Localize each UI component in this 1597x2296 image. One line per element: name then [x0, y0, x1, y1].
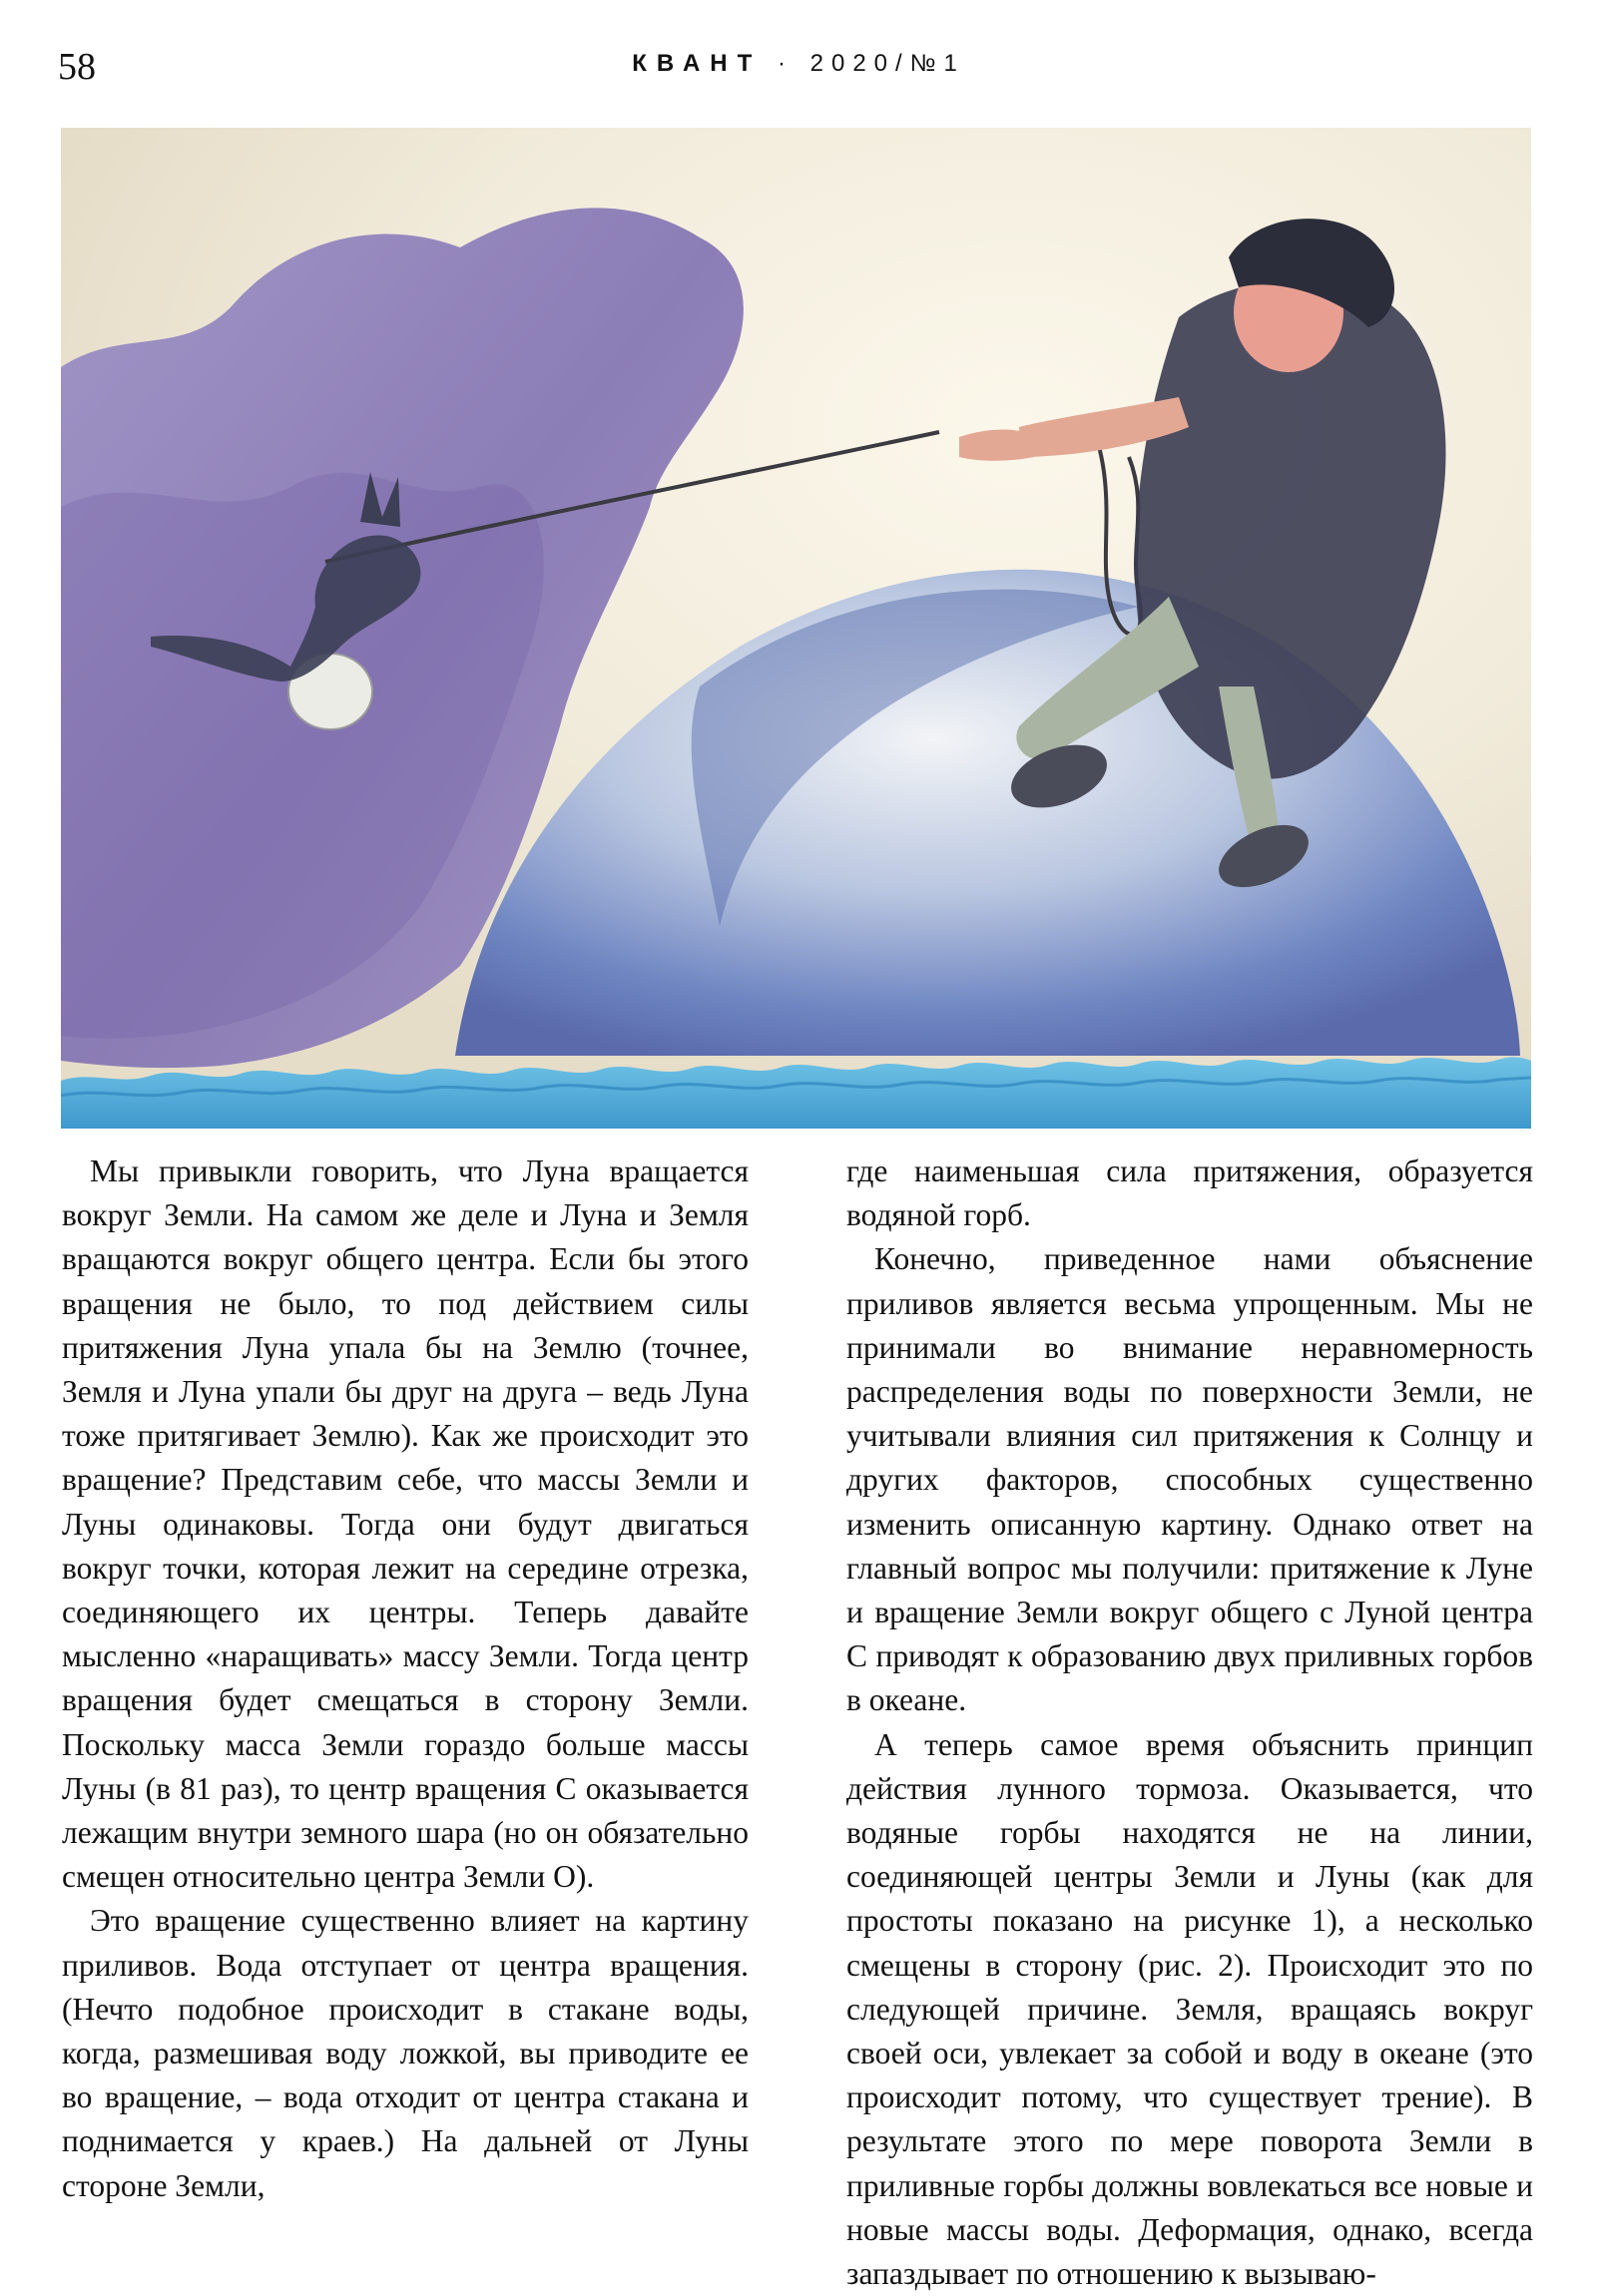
page-number: 58: [58, 46, 96, 88]
paragraph: Конечно, приведенное нами объяснение приливов является весьма упрощенным. Мы не принимали во внимание неравномерность распределения воды по поверхности Земли, не учитывали влияния сил притяжения к Солнцу и других факторов, способных существенно изменить описанную картину. Однако ответ на главный вопрос мы получили: притяжение к Луне и вращение Земли вокруг общего с Луной центра C приводят к образованию двух приливных горбов в океане.: [846, 1241, 1533, 1718]
running-head: [0, 52, 1597, 76]
text-column-right: [846, 1149, 1533, 2296]
paragraph: Мы привыкли говорить, что Луна вращается вокруг Земли. На самом же деле и Луна и Земля вращаются вокруг общего центра. Если бы этого вращения не было, то под действием силы притяжения Луна упала бы на Землю (точнее, Земля и Луна упали бы друг на друга – ведь Луна тоже притягивает Землю). Как же происходит это вращение? Представим себе, что массы Земли и Луны одинаковы. Тогда они будут двигаться вокруг точки, которая лежит на середине отрезка, соединяющего их центры. Теперь давайте мысленно «наращивать» массу Земли. Тогда центр вращения будет смещаться в сторону Земли. Поскольку масса Земли гораздо больше массы Луны (в 81 раз), то центр вращения C оказывается лежащим внутри земного шара (но он обязательно смещен относительно центра Земли O).: [62, 1153, 749, 1895]
man-hands: [959, 430, 1039, 461]
paragraph: Это вращение существенно влияет на картину приливов. Вода отступает от центра вращения. (Нечто подобное происходит в стакане воды, когда, размешивая воду ложкой, вы приводите ее во вращение, – вода отходит от центра стакана и поднимается у краев.) На дальней от Луны стороне Земли,: [62, 1903, 749, 2203]
illustration-cartoon: [61, 128, 1531, 1129]
article-body: [62, 1149, 1535, 2292]
header-separator: ·: [777, 50, 795, 77]
illustration-svg: [61, 128, 1531, 1129]
paragraph: А теперь самое время объяснить принцип действия лунного тормоза. Оказывается, что водяные горбы находятся не на линии, соединяющей центры Земли и Луны (как для простоты показано на рисунке 1), а несколько смещены в сторону (рис. 2). Происходит это по следующей причине. Земля, вращаясь вокруг своей оси, увлекает за собой и воду в океане (это происходит потому, что существует трение). В результате этого по мере поворота Земли в приливные горбы должны вовлекаться все новые и новые массы воды. Деформация, однако, всегда запаздывает по отношению к вызываю-: [846, 1726, 1533, 2292]
journal-title: КВАНТ: [632, 50, 763, 77]
text-column-left: [62, 1149, 749, 2208]
issue-number: 2020/№1: [809, 50, 965, 77]
paragraph: где наименьшая сила притяжения, образуется водяной горб.: [846, 1153, 1533, 1233]
